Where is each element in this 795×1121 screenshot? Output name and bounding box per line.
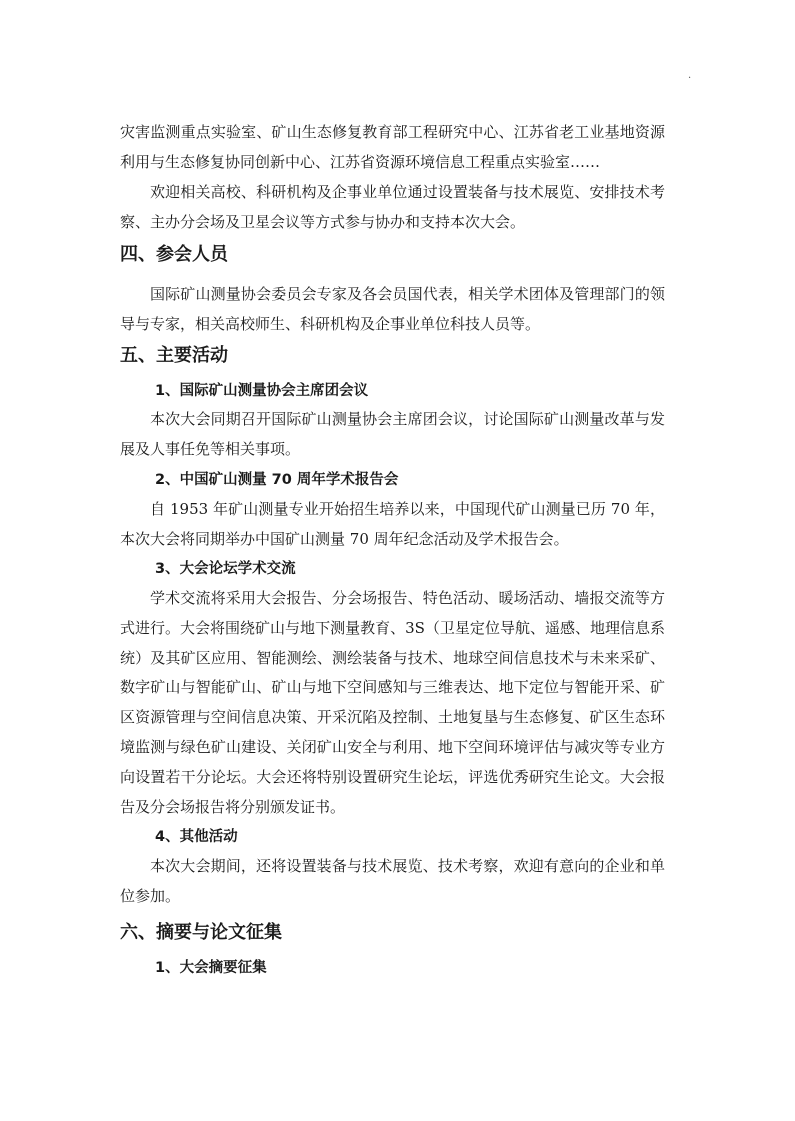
paragraph-presidium-meeting: 本次大会同期召开国际矿山测量协会主席团会议，讨论国际矿山测量改革与发展及人事任免等相关事项。 [120, 410, 665, 458]
paragraph-continuation: 灾害监测重点实验室、矿山生态修复教育部工程研究中心、江苏省老工业基地资源利用与生态修复协同创新中心、江苏省资源环境信息工程重点实验室…… [120, 123, 665, 171]
subheading-presidium-meeting: 1、国际矿山测量协会主席团会议 [155, 383, 369, 399]
section-heading-abstract-call: 六、摘要与论文征集 [120, 922, 282, 943]
subheading-70th-anniversary: 2、中国矿山测量 70 周年学术报告会 [155, 472, 399, 488]
corner-mark: . [688, 70, 692, 81]
section-heading-main-activities: 五、主要活动 [120, 345, 228, 366]
subheading-forum-exchange: 3、大会论坛学术交流 [155, 561, 296, 577]
paragraph-forum-exchange: 学术交流将采用大会报告、分会场报告、特色活动、暖场活动、墙报交流等方式进行。大会将围绕矿山与地下测量教育、3S（卫星定位导航、遥感、地理信息系统）及其矿区应用、智能测绘、测绘装备与技术、地球空间信息技术与未来采矿、数字矿山与智能矿山、矿山与地下空间感知与三维表达、地下定位与智能开采、矿区资源管理与空间信息决策、开采沉陷及控制、土地复垦与生态修复、矿区生态环境监测与绿色矿山建设、关闭矿山安全与利用、地下空间环境评估与减灾等专业方向设置若干分论坛。大会还将特别设置研究生论坛，评选优秀研究生论文。大会报告及分会场报告将分别颁发证书。 [120, 589, 665, 816]
paragraph-welcome: 欢迎相关高校、科研机构及企事业单位通过设置装备与技术展览、安排技术考察、主办分会场及卫星会议等方式参与协办和支持本次大会。 [120, 183, 665, 231]
subheading-other-activities: 4、其他活动 [155, 829, 238, 845]
section-heading-attendees: 四、参会人员 [120, 244, 228, 265]
paragraph-attendees: 国际矿山测量协会委员会专家及各会员国代表，相关学术团体及管理部门的领导与专家，相关高校师生、科研机构及企事业单位科技人员等。 [120, 285, 665, 333]
paragraph-70th-anniversary: 自 1953 年矿山测量专业开始招生培养以来，中国现代矿山测量已历 70 年，本次大会将同期举办中国矿山测量 70 周年纪念活动及学术报告会。 [120, 500, 665, 548]
subheading-abstract-collection: 1、大会摘要征集 [155, 960, 267, 976]
paragraph-other-activities: 本次大会期间，还将设置装备与技术展览、技术考察，欢迎有意向的企业和单位参加。 [120, 857, 665, 905]
